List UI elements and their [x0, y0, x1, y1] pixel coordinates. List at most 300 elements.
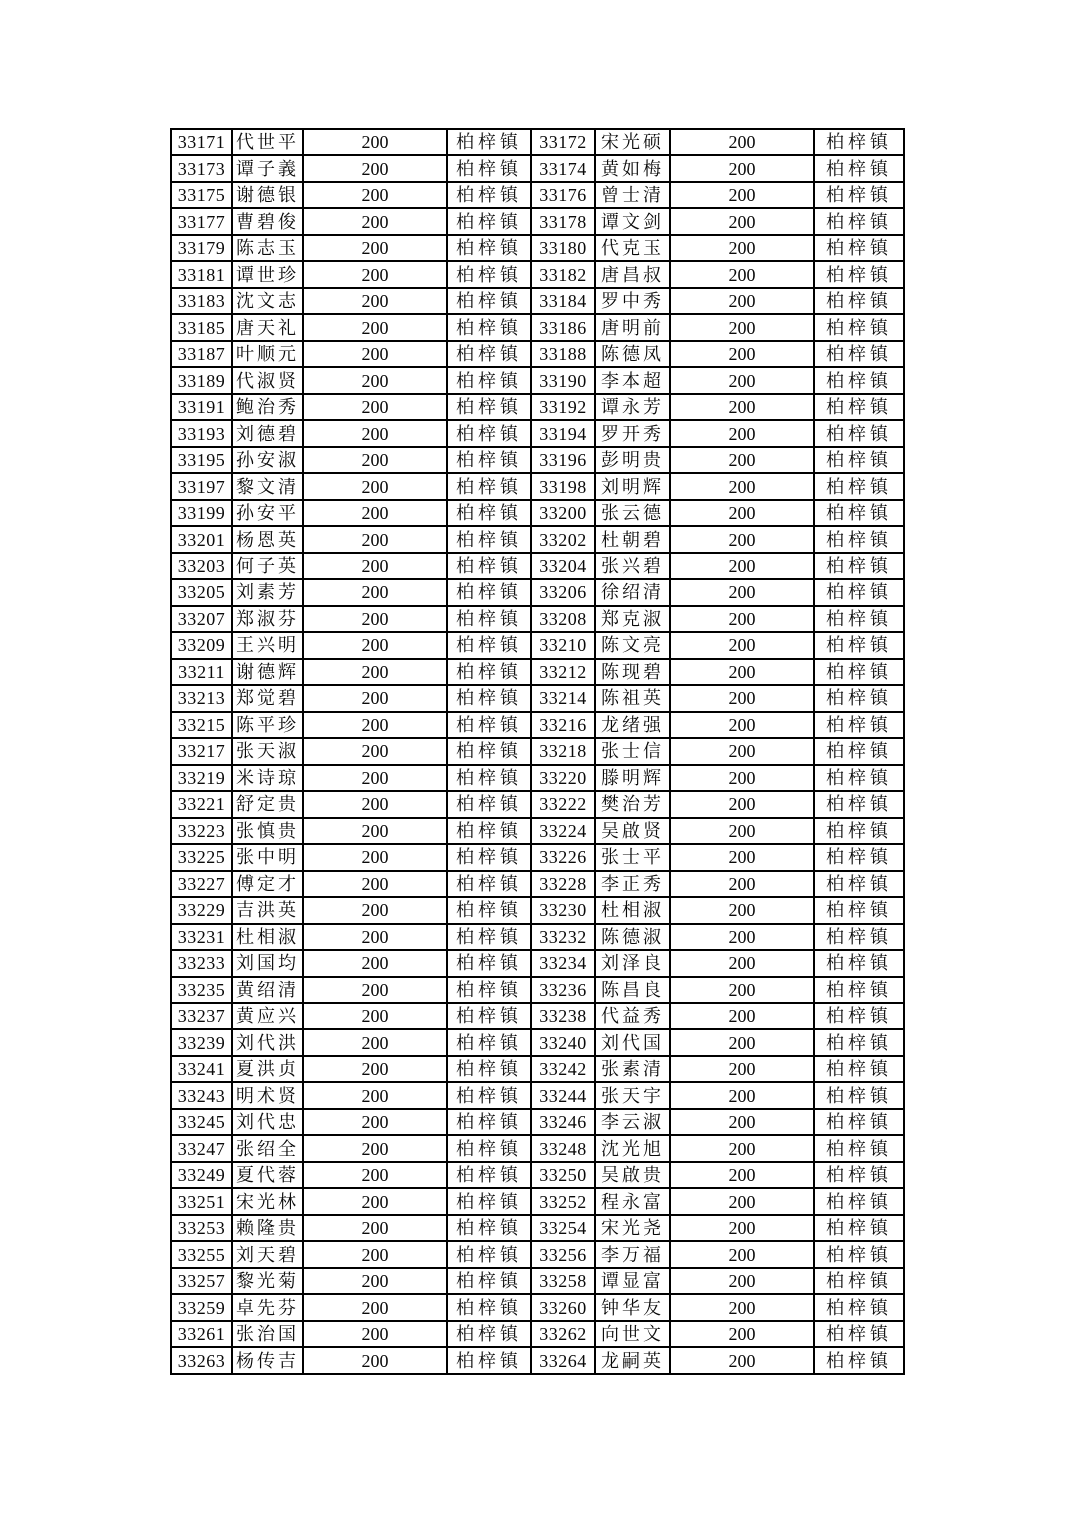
amount-cell: 200 — [670, 526, 814, 552]
name-cell: 程永富 — [595, 1188, 670, 1214]
serial-cell: 33209 — [171, 632, 232, 658]
serial-cell: 33249 — [171, 1162, 232, 1188]
table-row — [171, 1321, 904, 1347]
name-cell: 谭文剑 — [595, 208, 670, 234]
name-cell: 陈现碧 — [595, 659, 670, 685]
amount-cell: 200 — [303, 1268, 447, 1294]
town-cell: 柏梓镇 — [814, 1347, 904, 1374]
serial-cell: 33172 — [531, 129, 595, 155]
amount-cell: 200 — [670, 341, 814, 367]
amount-cell: 200 — [670, 473, 814, 499]
serial-cell: 33174 — [531, 155, 595, 181]
serial-cell: 33236 — [531, 977, 595, 1003]
table-row — [171, 473, 904, 499]
name-cell: 谭显富 — [595, 1268, 670, 1294]
serial-cell: 33213 — [171, 685, 232, 711]
serial-cell: 33228 — [531, 871, 595, 897]
table-row — [171, 1135, 904, 1161]
serial-cell: 33214 — [531, 685, 595, 711]
serial-cell: 33173 — [171, 155, 232, 181]
amount-cell: 200 — [670, 1347, 814, 1374]
serial-cell: 33196 — [531, 447, 595, 473]
town-cell: 柏梓镇 — [447, 367, 531, 393]
table-row — [171, 791, 904, 817]
name-cell: 谭世珍 — [232, 261, 303, 287]
name-cell: 卓先芬 — [232, 1294, 303, 1320]
serial-cell: 33242 — [531, 1056, 595, 1082]
town-cell: 柏梓镇 — [814, 208, 904, 234]
table-row — [171, 182, 904, 208]
town-cell: 柏梓镇 — [447, 1241, 531, 1267]
name-cell: 钟华友 — [595, 1294, 670, 1320]
serial-cell: 33194 — [531, 420, 595, 446]
serial-cell: 33200 — [531, 500, 595, 526]
serial-cell: 33257 — [171, 1268, 232, 1294]
name-cell: 代世平 — [232, 129, 303, 155]
town-cell: 柏梓镇 — [447, 685, 531, 711]
table-row — [171, 367, 904, 393]
town-cell: 柏梓镇 — [447, 924, 531, 950]
amount-cell: 200 — [670, 1082, 814, 1108]
amount-cell: 200 — [303, 685, 447, 711]
name-cell: 傅定才 — [232, 871, 303, 897]
amount-cell: 200 — [303, 659, 447, 685]
amount-cell: 200 — [670, 182, 814, 208]
serial-cell: 33229 — [171, 897, 232, 923]
town-cell: 柏梓镇 — [814, 1109, 904, 1135]
amount-cell: 200 — [670, 712, 814, 738]
name-cell: 杜朝碧 — [595, 526, 670, 552]
serial-cell: 33201 — [171, 526, 232, 552]
serial-cell: 33246 — [531, 1109, 595, 1135]
amount-cell: 200 — [670, 420, 814, 446]
amount-cell: 200 — [670, 1241, 814, 1267]
name-cell: 明术贤 — [232, 1082, 303, 1108]
amount-cell: 200 — [670, 1135, 814, 1161]
name-cell: 罗中秀 — [595, 288, 670, 314]
serial-cell: 33181 — [171, 261, 232, 287]
amount-cell: 200 — [670, 1003, 814, 1029]
table-row — [171, 659, 904, 685]
name-cell: 李万福 — [595, 1241, 670, 1267]
town-cell: 柏梓镇 — [447, 1135, 531, 1161]
amount-cell: 200 — [303, 1029, 447, 1055]
name-cell: 谢德辉 — [232, 659, 303, 685]
amount-cell: 200 — [670, 500, 814, 526]
amount-cell: 200 — [303, 712, 447, 738]
name-cell: 何子英 — [232, 553, 303, 579]
table-row — [171, 447, 904, 473]
serial-cell: 33244 — [531, 1082, 595, 1108]
name-cell: 杜相淑 — [595, 897, 670, 923]
serial-cell: 33199 — [171, 500, 232, 526]
town-cell: 柏梓镇 — [447, 341, 531, 367]
serial-cell: 33248 — [531, 1135, 595, 1161]
town-cell: 柏梓镇 — [447, 526, 531, 552]
name-cell: 黄绍清 — [232, 977, 303, 1003]
table-row — [171, 818, 904, 844]
serial-cell: 33180 — [531, 235, 595, 261]
amount-cell: 200 — [303, 871, 447, 897]
name-cell: 张绍全 — [232, 1135, 303, 1161]
amount-cell: 200 — [670, 394, 814, 420]
name-cell: 张兴碧 — [595, 553, 670, 579]
serial-cell: 33216 — [531, 712, 595, 738]
serial-cell: 33258 — [531, 1268, 595, 1294]
table-row — [171, 924, 904, 950]
serial-cell: 33191 — [171, 394, 232, 420]
serial-cell: 33218 — [531, 738, 595, 764]
name-cell: 唐昌叔 — [595, 261, 670, 287]
amount-cell: 200 — [303, 367, 447, 393]
amount-cell: 200 — [303, 765, 447, 791]
serial-cell: 33254 — [531, 1215, 595, 1241]
amount-cell: 200 — [303, 1082, 447, 1108]
serial-cell: 33233 — [171, 950, 232, 976]
table-row — [171, 208, 904, 234]
name-cell: 夏代蓉 — [232, 1162, 303, 1188]
amount-cell: 200 — [670, 977, 814, 1003]
name-cell: 滕明辉 — [595, 765, 670, 791]
amount-cell: 200 — [303, 394, 447, 420]
serial-cell: 33219 — [171, 765, 232, 791]
name-cell: 刘代忠 — [232, 1109, 303, 1135]
amount-cell: 200 — [670, 844, 814, 870]
amount-cell: 200 — [670, 553, 814, 579]
amount-cell: 200 — [303, 924, 447, 950]
name-cell: 曹碧俊 — [232, 208, 303, 234]
table-row — [171, 420, 904, 446]
town-cell: 柏梓镇 — [814, 1135, 904, 1161]
name-cell: 王兴明 — [232, 632, 303, 658]
amount-cell: 200 — [303, 897, 447, 923]
amount-cell: 200 — [303, 1135, 447, 1161]
name-cell: 黄如梅 — [595, 155, 670, 181]
town-cell: 柏梓镇 — [447, 1268, 531, 1294]
table-row — [171, 977, 904, 1003]
name-cell: 张士信 — [595, 738, 670, 764]
amount-cell: 200 — [303, 950, 447, 976]
amount-cell: 200 — [670, 288, 814, 314]
town-cell: 柏梓镇 — [447, 844, 531, 870]
name-cell: 张治国 — [232, 1321, 303, 1347]
town-cell: 柏梓镇 — [814, 765, 904, 791]
name-cell: 刘泽良 — [595, 950, 670, 976]
town-cell: 柏梓镇 — [447, 977, 531, 1003]
amount-cell: 200 — [303, 261, 447, 287]
amount-cell: 200 — [303, 1109, 447, 1135]
name-cell: 吴啟贤 — [595, 818, 670, 844]
serial-cell: 33263 — [171, 1347, 232, 1374]
serial-cell: 33215 — [171, 712, 232, 738]
name-cell: 叶顺元 — [232, 341, 303, 367]
serial-cell: 33264 — [531, 1347, 595, 1374]
amount-cell: 200 — [670, 447, 814, 473]
serial-cell: 33207 — [171, 606, 232, 632]
amount-cell: 200 — [670, 685, 814, 711]
serial-cell: 33252 — [531, 1188, 595, 1214]
serial-cell: 33212 — [531, 659, 595, 685]
table-row — [171, 394, 904, 420]
name-cell: 陈文亮 — [595, 632, 670, 658]
serial-cell: 33234 — [531, 950, 595, 976]
town-cell: 柏梓镇 — [814, 1003, 904, 1029]
town-cell: 柏梓镇 — [447, 950, 531, 976]
town-cell: 柏梓镇 — [814, 473, 904, 499]
town-cell: 柏梓镇 — [814, 844, 904, 870]
name-cell: 张天宇 — [595, 1082, 670, 1108]
name-cell: 彭明贵 — [595, 447, 670, 473]
town-cell: 柏梓镇 — [447, 208, 531, 234]
name-cell: 谢德银 — [232, 182, 303, 208]
amount-cell: 200 — [303, 447, 447, 473]
town-cell: 柏梓镇 — [447, 447, 531, 473]
serial-cell: 33251 — [171, 1188, 232, 1214]
table-row — [171, 235, 904, 261]
table-row — [171, 1241, 904, 1267]
town-cell: 柏梓镇 — [447, 1029, 531, 1055]
name-cell: 黎光菊 — [232, 1268, 303, 1294]
table-row — [171, 341, 904, 367]
town-cell: 柏梓镇 — [814, 526, 904, 552]
amount-cell: 200 — [670, 765, 814, 791]
serial-cell: 33226 — [531, 844, 595, 870]
amount-cell: 200 — [670, 818, 814, 844]
town-cell: 柏梓镇 — [814, 182, 904, 208]
amount-cell: 200 — [670, 1109, 814, 1135]
town-cell: 柏梓镇 — [814, 314, 904, 340]
serial-cell: 33253 — [171, 1215, 232, 1241]
serial-cell: 33239 — [171, 1029, 232, 1055]
serial-cell: 33192 — [531, 394, 595, 420]
serial-cell: 33211 — [171, 659, 232, 685]
serial-cell: 33224 — [531, 818, 595, 844]
name-cell: 沈光旭 — [595, 1135, 670, 1161]
table-row — [171, 606, 904, 632]
table-row — [171, 712, 904, 738]
serial-cell: 33182 — [531, 261, 595, 287]
amount-cell: 200 — [303, 420, 447, 446]
town-cell: 柏梓镇 — [814, 818, 904, 844]
serial-cell: 33189 — [171, 367, 232, 393]
table-row — [171, 500, 904, 526]
town-cell: 柏梓镇 — [814, 1321, 904, 1347]
town-cell: 柏梓镇 — [447, 473, 531, 499]
amount-cell: 200 — [670, 791, 814, 817]
amount-cell: 200 — [670, 261, 814, 287]
amount-cell: 200 — [670, 1188, 814, 1214]
amount-cell: 200 — [670, 659, 814, 685]
amount-cell: 200 — [303, 473, 447, 499]
table-row — [171, 685, 904, 711]
name-cell: 刘代洪 — [232, 1029, 303, 1055]
serial-cell: 33240 — [531, 1029, 595, 1055]
name-cell: 张云德 — [595, 500, 670, 526]
table-row — [171, 1215, 904, 1241]
name-cell: 唐天礼 — [232, 314, 303, 340]
name-cell: 李本超 — [595, 367, 670, 393]
town-cell: 柏梓镇 — [447, 394, 531, 420]
serial-cell: 33176 — [531, 182, 595, 208]
name-cell: 赖隆贵 — [232, 1215, 303, 1241]
town-cell: 柏梓镇 — [447, 897, 531, 923]
amount-cell: 200 — [670, 1294, 814, 1320]
amount-cell: 200 — [303, 553, 447, 579]
table-row — [171, 897, 904, 923]
amount-cell: 200 — [670, 871, 814, 897]
name-cell: 吴啟贵 — [595, 1162, 670, 1188]
name-cell: 徐绍清 — [595, 579, 670, 605]
name-cell: 陈志玉 — [232, 235, 303, 261]
name-cell: 孙安淑 — [232, 447, 303, 473]
town-cell: 柏梓镇 — [447, 632, 531, 658]
amount-cell: 200 — [303, 129, 447, 155]
name-cell: 刘天碧 — [232, 1241, 303, 1267]
amount-cell: 200 — [670, 235, 814, 261]
amount-cell: 200 — [670, 1268, 814, 1294]
amount-cell: 200 — [670, 1029, 814, 1055]
name-cell: 宋光硕 — [595, 129, 670, 155]
serial-cell: 33225 — [171, 844, 232, 870]
town-cell: 柏梓镇 — [447, 155, 531, 181]
amount-cell: 200 — [303, 182, 447, 208]
amount-cell: 200 — [303, 1241, 447, 1267]
amount-cell: 200 — [670, 1321, 814, 1347]
amount-cell: 200 — [303, 977, 447, 1003]
town-cell: 柏梓镇 — [447, 1109, 531, 1135]
amount-cell: 200 — [670, 950, 814, 976]
table-row — [171, 261, 904, 287]
serial-cell: 33195 — [171, 447, 232, 473]
town-cell: 柏梓镇 — [814, 235, 904, 261]
serial-cell: 33260 — [531, 1294, 595, 1320]
amount-cell: 200 — [670, 367, 814, 393]
town-cell: 柏梓镇 — [447, 871, 531, 897]
serial-cell: 33241 — [171, 1056, 232, 1082]
town-cell: 柏梓镇 — [814, 632, 904, 658]
table-row — [171, 1294, 904, 1320]
serial-cell: 33261 — [171, 1321, 232, 1347]
name-cell: 李正秀 — [595, 871, 670, 897]
name-cell: 谭子義 — [232, 155, 303, 181]
amount-cell: 200 — [670, 1162, 814, 1188]
town-cell: 柏梓镇 — [814, 579, 904, 605]
amount-cell: 200 — [303, 500, 447, 526]
serial-cell: 33203 — [171, 553, 232, 579]
serial-cell: 33221 — [171, 791, 232, 817]
town-cell: 柏梓镇 — [447, 1082, 531, 1108]
town-cell: 柏梓镇 — [814, 738, 904, 764]
town-cell: 柏梓镇 — [814, 606, 904, 632]
table-row — [171, 1029, 904, 1055]
town-cell: 柏梓镇 — [447, 738, 531, 764]
serial-cell: 33198 — [531, 473, 595, 499]
roster-table-body — [171, 129, 904, 1374]
serial-cell: 33247 — [171, 1135, 232, 1161]
name-cell: 郑淑芬 — [232, 606, 303, 632]
amount-cell: 200 — [303, 844, 447, 870]
amount-cell: 200 — [670, 579, 814, 605]
serial-cell: 33250 — [531, 1162, 595, 1188]
town-cell: 柏梓镇 — [814, 1056, 904, 1082]
table-row — [171, 1347, 904, 1374]
name-cell: 黎文清 — [232, 473, 303, 499]
table-row — [171, 579, 904, 605]
table-row — [171, 1109, 904, 1135]
name-cell: 张中明 — [232, 844, 303, 870]
town-cell: 柏梓镇 — [814, 1241, 904, 1267]
town-cell: 柏梓镇 — [447, 579, 531, 605]
name-cell: 李云淑 — [595, 1109, 670, 1135]
town-cell: 柏梓镇 — [814, 500, 904, 526]
name-cell: 龙嗣英 — [595, 1347, 670, 1374]
serial-cell: 33206 — [531, 579, 595, 605]
town-cell: 柏梓镇 — [447, 712, 531, 738]
name-cell: 刘明辉 — [595, 473, 670, 499]
town-cell: 柏梓镇 — [814, 447, 904, 473]
name-cell: 宋光林 — [232, 1188, 303, 1214]
town-cell: 柏梓镇 — [447, 1188, 531, 1214]
town-cell: 柏梓镇 — [814, 394, 904, 420]
town-cell: 柏梓镇 — [447, 659, 531, 685]
table-row — [171, 738, 904, 764]
serial-cell: 33171 — [171, 129, 232, 155]
table-row — [171, 950, 904, 976]
town-cell: 柏梓镇 — [447, 553, 531, 579]
amount-cell: 200 — [303, 1347, 447, 1374]
town-cell: 柏梓镇 — [447, 1294, 531, 1320]
table-row — [171, 1162, 904, 1188]
serial-cell: 33205 — [171, 579, 232, 605]
town-cell: 柏梓镇 — [447, 1162, 531, 1188]
name-cell: 唐明前 — [595, 314, 670, 340]
serial-cell: 33220 — [531, 765, 595, 791]
amount-cell: 200 — [670, 314, 814, 340]
serial-cell: 33208 — [531, 606, 595, 632]
serial-cell: 33222 — [531, 791, 595, 817]
serial-cell: 33186 — [531, 314, 595, 340]
town-cell: 柏梓镇 — [814, 1268, 904, 1294]
amount-cell: 200 — [303, 1294, 447, 1320]
table-row — [171, 553, 904, 579]
name-cell: 杨恩英 — [232, 526, 303, 552]
amount-cell: 200 — [303, 208, 447, 234]
table-row — [171, 526, 904, 552]
amount-cell: 200 — [670, 897, 814, 923]
subsidy-roster-table — [170, 128, 905, 1375]
town-cell: 柏梓镇 — [447, 261, 531, 287]
name-cell: 陈祖英 — [595, 685, 670, 711]
serial-cell: 33183 — [171, 288, 232, 314]
table-row — [171, 1003, 904, 1029]
name-cell: 刘代国 — [595, 1029, 670, 1055]
name-cell: 刘国均 — [232, 950, 303, 976]
amount-cell: 200 — [303, 1188, 447, 1214]
table-row — [171, 632, 904, 658]
serial-cell: 33193 — [171, 420, 232, 446]
serial-cell: 33259 — [171, 1294, 232, 1320]
town-cell: 柏梓镇 — [814, 288, 904, 314]
serial-cell: 33227 — [171, 871, 232, 897]
town-cell: 柏梓镇 — [447, 182, 531, 208]
table-row — [171, 1268, 904, 1294]
amount-cell: 200 — [303, 1162, 447, 1188]
town-cell: 柏梓镇 — [447, 500, 531, 526]
table-row — [171, 765, 904, 791]
name-cell: 夏洪贞 — [232, 1056, 303, 1082]
name-cell: 曾士清 — [595, 182, 670, 208]
town-cell: 柏梓镇 — [447, 1321, 531, 1347]
